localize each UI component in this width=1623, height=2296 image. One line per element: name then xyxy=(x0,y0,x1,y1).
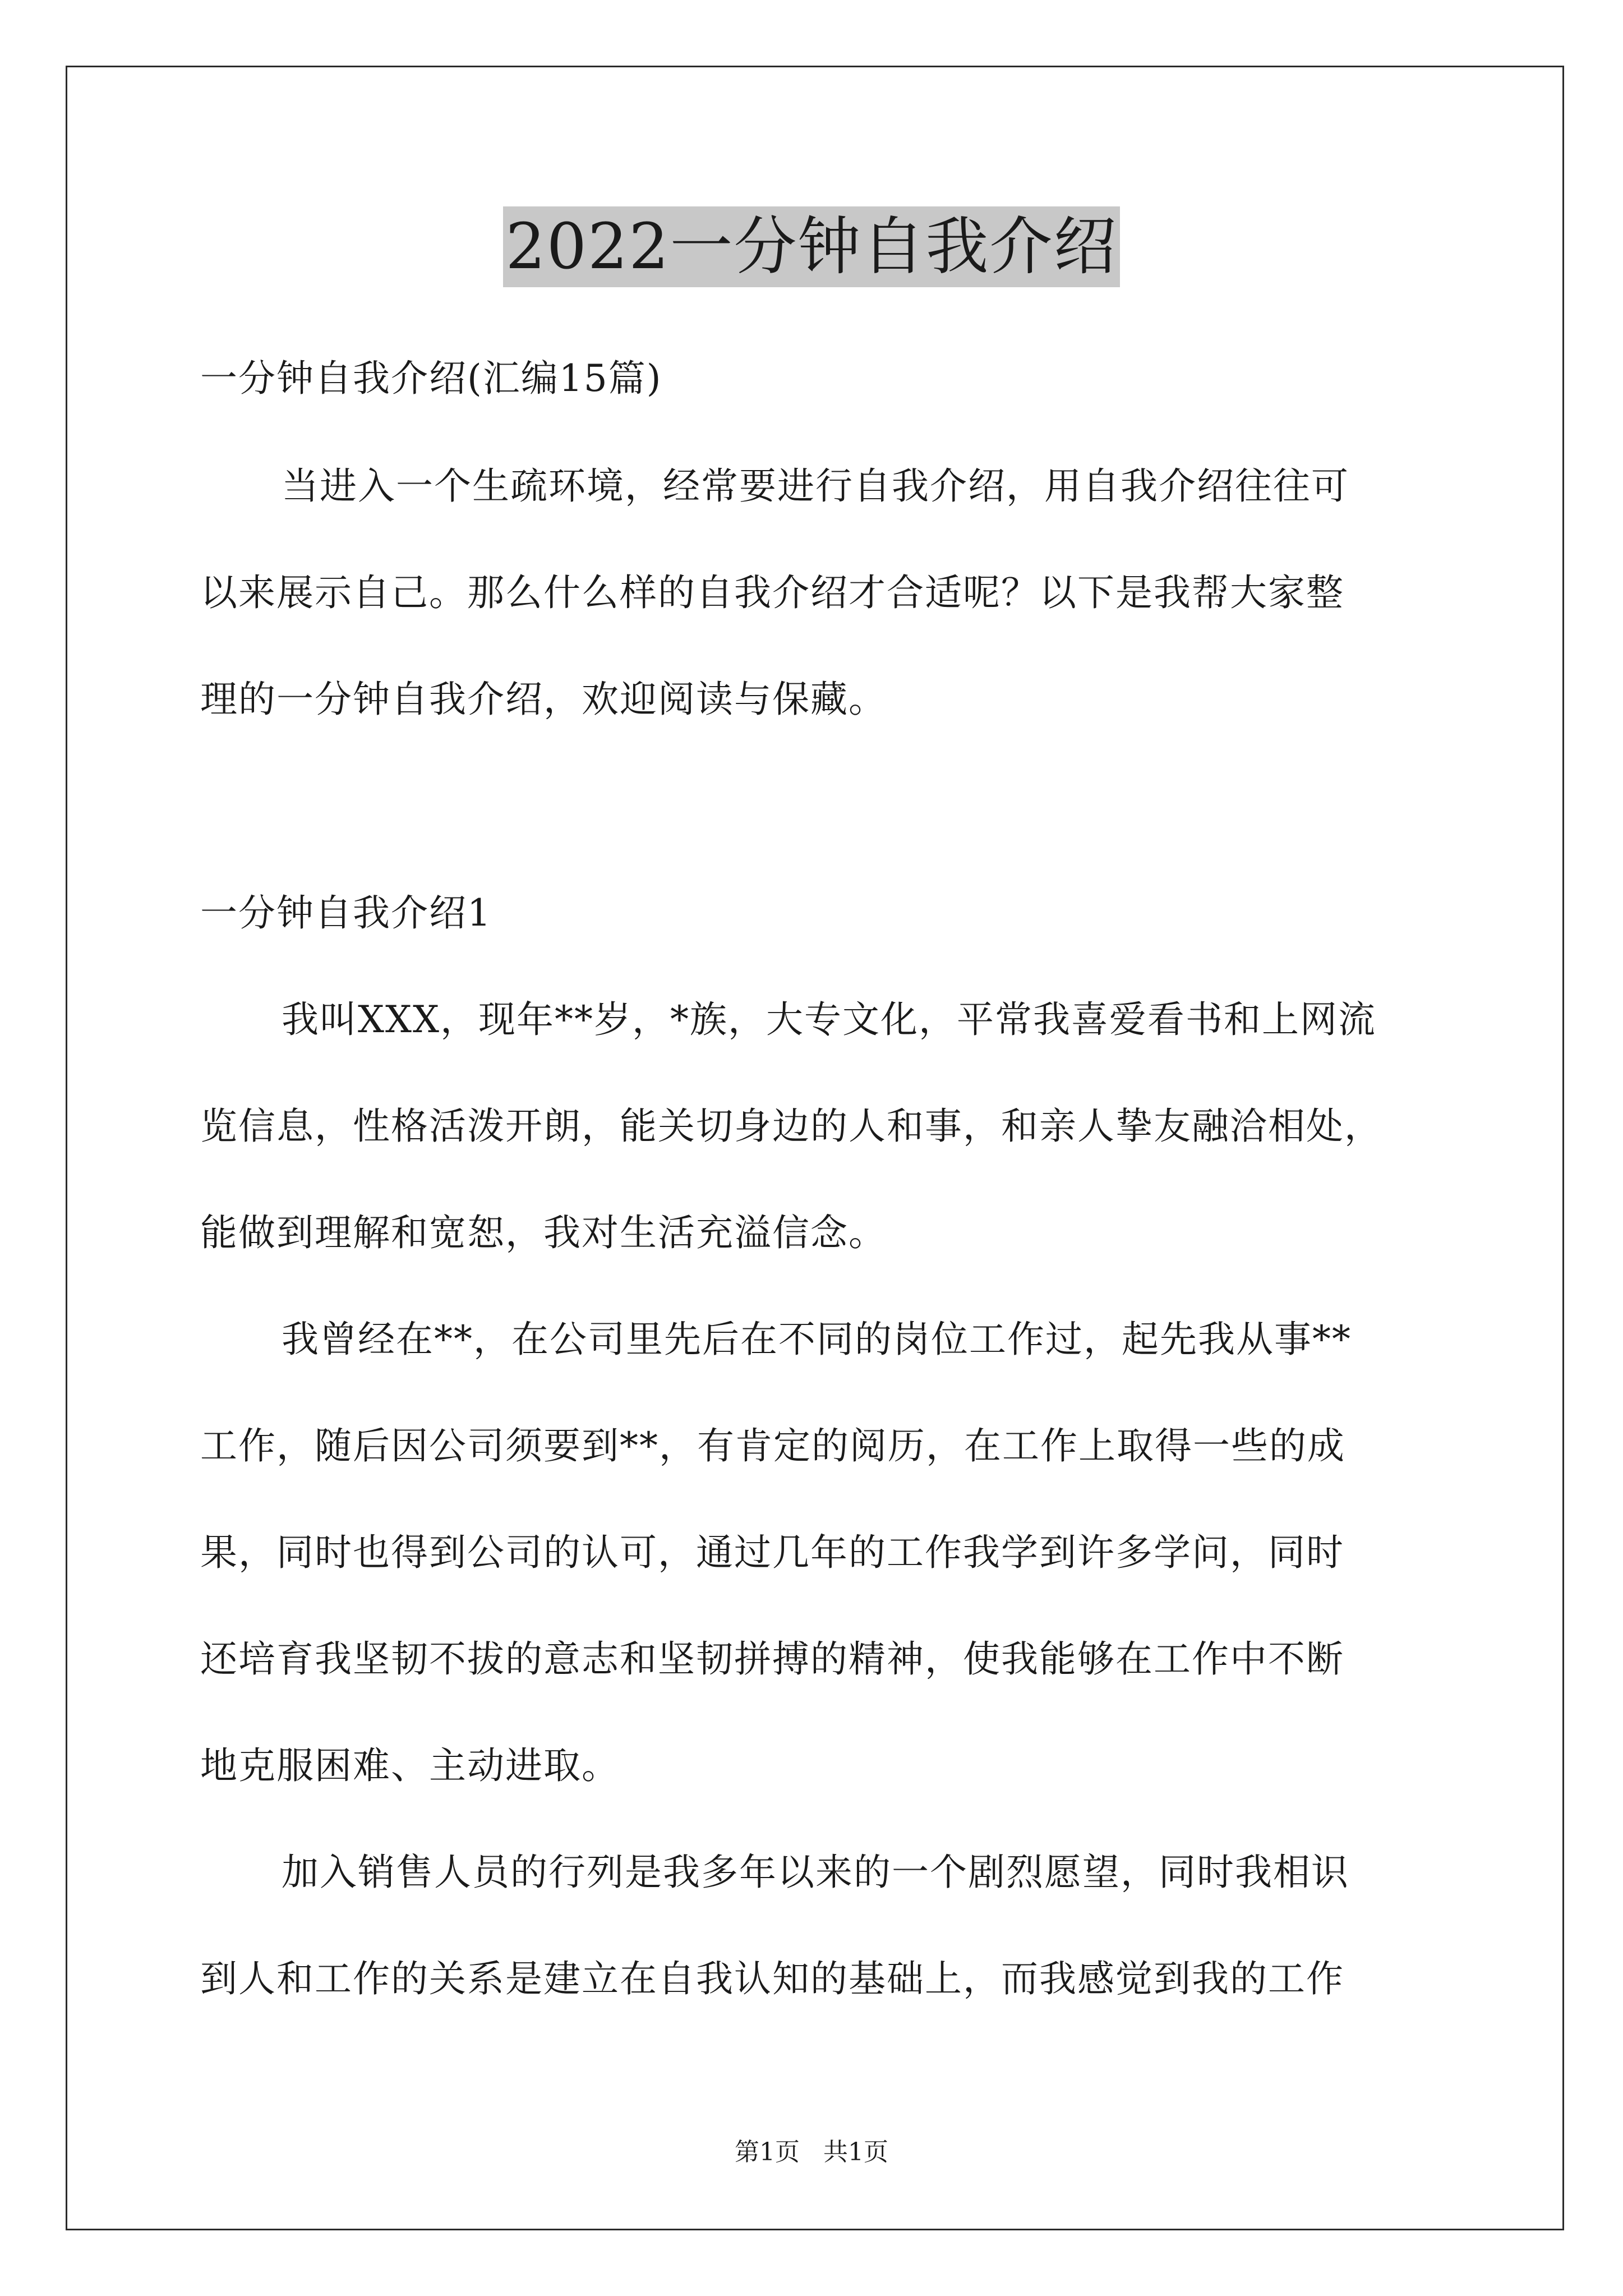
paragraph1-line-3: 能做到理解和宽恕，我对生活充溢信念。 xyxy=(200,1211,887,1254)
paragraph3-line-1: 加入销售人员的行列是我多年以来的一个剧烈愿望，同时我相识 xyxy=(282,1851,1349,1894)
title-container xyxy=(0,206,1623,287)
paragraph2-line-3: 果，同时也得到公司的认可，通过几年的工作我学到许多学问，同时 xyxy=(200,1531,1344,1574)
page-footer: 第1页 共1页 xyxy=(735,2138,888,2166)
paragraph3-line-2: 到人和工作的关系是建立在自我认知的基础上，而我感觉到我的工作 xyxy=(200,1957,1344,2000)
paragraph2-line-4: 还培育我坚韧不拔的意志和坚韧拼搏的精神，使我能够在工作中不断 xyxy=(200,1637,1344,1681)
document-title: 2022一分钟自我介绍 xyxy=(503,206,1119,287)
intro-line-1: 当进入一个生疏环境，经常要进行自我介绍，用自我介绍往往可 xyxy=(282,464,1349,508)
intro-line-2: 以来展示自己。那么什么样的自我介绍才合适呢？以下是我帮大家整 xyxy=(200,571,1344,614)
paragraph2-line-5: 地克服困难、主动进取。 xyxy=(200,1744,620,1787)
paragraph2-line-1: 我曾经在**，在公司里先后在不同的岗位工作过，起先我从事** xyxy=(282,1318,1352,1361)
section-heading: 一分钟自我介绍1 xyxy=(200,891,492,935)
paragraph1-line-1: 我叫XXX，现年**岁，*族，大专文化，平常我喜爱看书和上网流 xyxy=(282,998,1376,1041)
paragraph2-line-2: 工作，随后因公司须要到**，有肯定的阅历，在工作上取得一些的成 xyxy=(200,1424,1345,1467)
intro-line-3: 理的一分钟自我介绍，欢迎阅读与保藏。 xyxy=(200,678,887,721)
subtitle: 一分钟自我介绍(汇编15篇) xyxy=(200,357,662,400)
paragraph1-line-2: 览信息，性格活泼开朗，能关切身边的人和事，和亲人挚友融洽相处， xyxy=(200,1105,1382,1148)
